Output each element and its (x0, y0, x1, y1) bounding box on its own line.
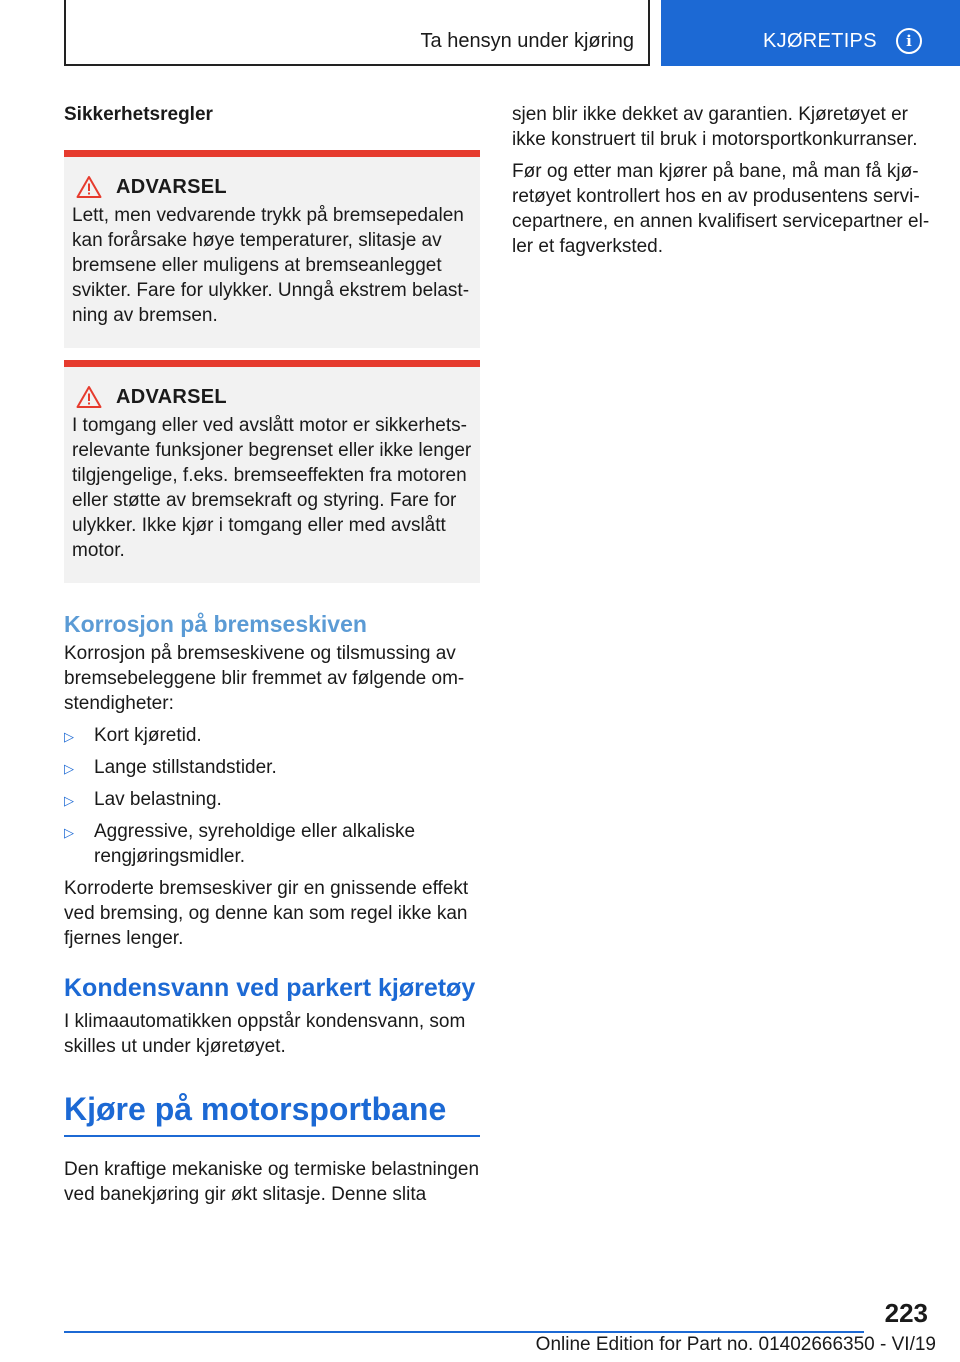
info-icon[interactable]: i (896, 28, 922, 54)
safety-rules-subheading: Sikkerhetsregler (64, 104, 213, 125)
list-item: ▷ Kort kjøretid. (64, 723, 480, 748)
header-section-title: Ta hensyn under kjøring (420, 30, 634, 52)
warning-box (64, 360, 480, 583)
condensation-text: I klimaautomatikken oppstår kondensvann, som skilles ut under kjøretøyet. (64, 1011, 466, 1057)
warning-title: ADVARSEL (116, 385, 227, 408)
header-section-box (64, 0, 650, 66)
triangle-bullet-icon: ▷ (64, 825, 74, 840)
header-chapter-tab[interactable] (661, 0, 960, 66)
footer-divider (64, 1331, 864, 1333)
track-driving-heading: Kjøre på motorsportbane (64, 1089, 480, 1137)
corrosion-list (64, 723, 480, 869)
track-driving-text: Den kraftige mekaniske og termiske belastningen ved banekjøring gir økt slitasje. Denne slita (64, 1159, 480, 1205)
header-chapter-title: KJØRETIPS (763, 30, 877, 52)
list-item: ▷ Lange stillstandstider. (64, 755, 480, 780)
page-header (0, 0, 960, 66)
warning-header (72, 175, 472, 199)
list-item: ▷ Lav belastning. (64, 787, 480, 812)
corrosion-heading: Korrosjon på bremseskiven (64, 611, 367, 637)
warning-title: ADVARSEL (116, 175, 227, 198)
right-column (512, 102, 932, 266)
warning-header (72, 385, 472, 409)
warning-text: I tomgang eller ved avslått motor er sikkerhetsrelevante funksjoner begrenset eller ikke lenger tilgjengelige, f.eks. bremseeffekten fra motoren eller støtte av bremsekraft og styring. Fare for ulykker. Ikke kjør i tomgang eller med avslått motor. (72, 415, 472, 561)
condensation-heading: Kondensvann ved parkert kjøretøy (64, 974, 476, 1002)
page-number: 223 (884, 1298, 928, 1328)
warning-triangle-icon (76, 385, 102, 409)
list-item: ▷ Aggressive, syreholdige eller alkaliske rengjøringsmidler. (64, 821, 416, 867)
triangle-bullet-icon: ▷ (64, 793, 74, 808)
triangle-bullet-icon: ▷ (64, 729, 74, 744)
left-column (64, 102, 480, 1214)
corrosion-outro: Korroderte bremseskiver gir en gnissende effekt ved bremsing, og denne kan som regel ikke kan fjernes lenger. (64, 878, 469, 949)
triangle-bullet-icon: ▷ (64, 761, 74, 776)
inspection-paragraph: Før og etter man kjører på bane, må man få kjøretøyet kontrollert hos en av produsentens servicepartnere, en annen kvalifisert servicepartner eller et fagverksted. (512, 161, 930, 257)
footer-edition: Online Edition for Part no. 01402666350 - VI/19 (535, 1334, 936, 1355)
corrosion-intro: Korrosjon på bremseskivene og tilsmussing av bremsebeleggene blir fremmet av følgende omstendigheter: (64, 643, 465, 714)
warning-box (64, 150, 480, 348)
warning-text: Lett, men vedvarende trykk på bremsepedalen kan forårsake høye temperaturer, slitasje av bremsene eller muligens at bremseanlegget svikter. Fare for ulykker. Unngå ekstrem belastning av bremsen. (72, 205, 470, 326)
warning-triangle-icon (76, 175, 102, 199)
warranty-paragraph: sjen blir ikke dekket av garantien. Kjøretøyet er ikke konstruert til bruk i motorsportkonkurranser. (512, 104, 918, 150)
